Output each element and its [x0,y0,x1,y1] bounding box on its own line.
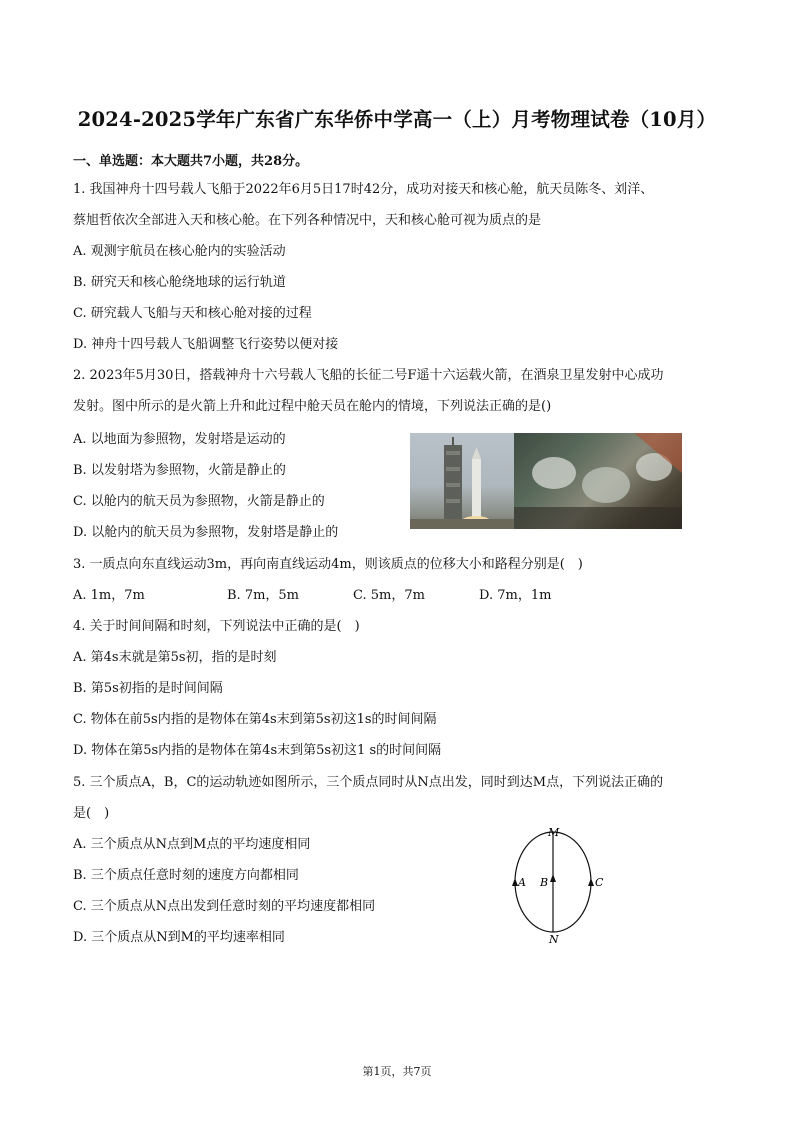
q2-stem-line1: 2. 2023年5月30日，搭载神舟十六号载人飞船的长征二号F遥十六运载火箭，在酒泉卫星发射中心成功 [73,368,664,383]
astronaut-cabin-graphic [514,433,682,529]
point-m-label: M [548,826,560,839]
q2-option-b: B. 以发射塔为参照物，火箭是静止的 [73,463,286,478]
q5-stem-line2: 是( ) [73,806,110,821]
astronaut-cabin-photo [514,433,682,529]
q3-options [73,584,551,603]
q5-option-b: B. 三个质点任意时刻的速度方向都相同 [73,868,299,883]
q3-option-d: D. 7m，1m [479,588,552,603]
q2-option-d: D. 以舱内的航天员为参照物，发射塔是静止的 [73,525,339,540]
q1-option-b: B. 研究天和核心舱绕地球的运行轨道 [73,275,286,290]
q3-stem: 3. 一质点向东直线运动3m，再向南直线运动4m，则该质点的位移大小和路程分别是( ) [73,557,583,572]
trajectory-diagram [506,826,606,944]
q1-option-d: D. 神舟十四号载人飞船调整飞行姿势以便对接 [73,337,339,352]
q3-option-a: A. 1m，7m [73,588,145,603]
path-b-label: B [540,876,549,889]
q3-option-b: B. 7m，5m [227,588,300,603]
q1-stem-line1: 1. 我国神舟十四号载人飞船于2022年6月5日17时42分，成功对接天和核心舱，航天员陈冬、刘洋、 [73,182,654,197]
q4-option-a: A. 第4s末就是第5s初，指的是时刻 [73,650,277,665]
q2-option-a: A. 以地面为参照物，发射塔是运动的 [73,432,286,447]
q5-option-c: C. 三个质点从N点出发到任意时刻的平均速度都相同 [73,899,376,914]
q2-stem-line2: 发射。图中所示的是火箭上升和此过程中舱天员在舱内的情境，下列说法正确的是() [73,399,552,414]
exam-title: 2024-2025学年广东省广东华侨中学高一（上）月考物理试卷（10月） [77,108,717,131]
path-c-label: C [595,876,604,889]
q4-stem: 4. 关于时间间隔和时刻，下列说法中正确的是( ) [73,619,360,634]
section-heading: 一、单选题：本大题共7小题，共28分。 [73,154,309,169]
q5-stem-line1: 5. 三个质点A，B，C的运动轨迹如图所示，三个质点同时从N点出发，同时到达M点，下列说法正确的 [73,775,664,790]
arrow-b-icon [550,874,556,882]
q1-option-a: A. 观测宇航员在核心舱内的实验活动 [73,244,286,259]
rocket-launch-graphic [410,433,514,529]
point-n-label: N [549,933,559,944]
q5-option-a: A. 三个质点从N点到M点的平均速度相同 [73,837,311,852]
page-footer: 第1页，共7页 [362,1065,432,1078]
path-a-label: A [518,876,526,889]
q5-option-d: D. 三个质点从N到M的平均速率相同 [73,930,285,945]
arrow-c-icon [588,878,594,886]
q1-stem-line2: 蔡旭哲依次全部进入天和核心舱。在下列各种情况中，天和核心舱可视为质点的是 [73,213,542,228]
q4-option-d: D. 物体在第5s内指的是物体在第4s末到第5s初这1 s的时间间隔 [73,743,442,758]
q4-option-c: C. 物体在前5s内指的是物体在第4s末到第5s初这1s的时间间隔 [73,712,437,727]
q2-option-c: C. 以舱内的航天员为参照物，火箭是静止的 [73,494,325,509]
q1-option-c: C. 研究载人飞船与天和核心舱对接的过程 [73,306,312,321]
q3-option-c: C. 5m，7m [353,588,425,603]
q4-option-b: B. 第5s初指的是时间间隔 [73,681,223,696]
rocket-launch-photo [410,433,514,529]
